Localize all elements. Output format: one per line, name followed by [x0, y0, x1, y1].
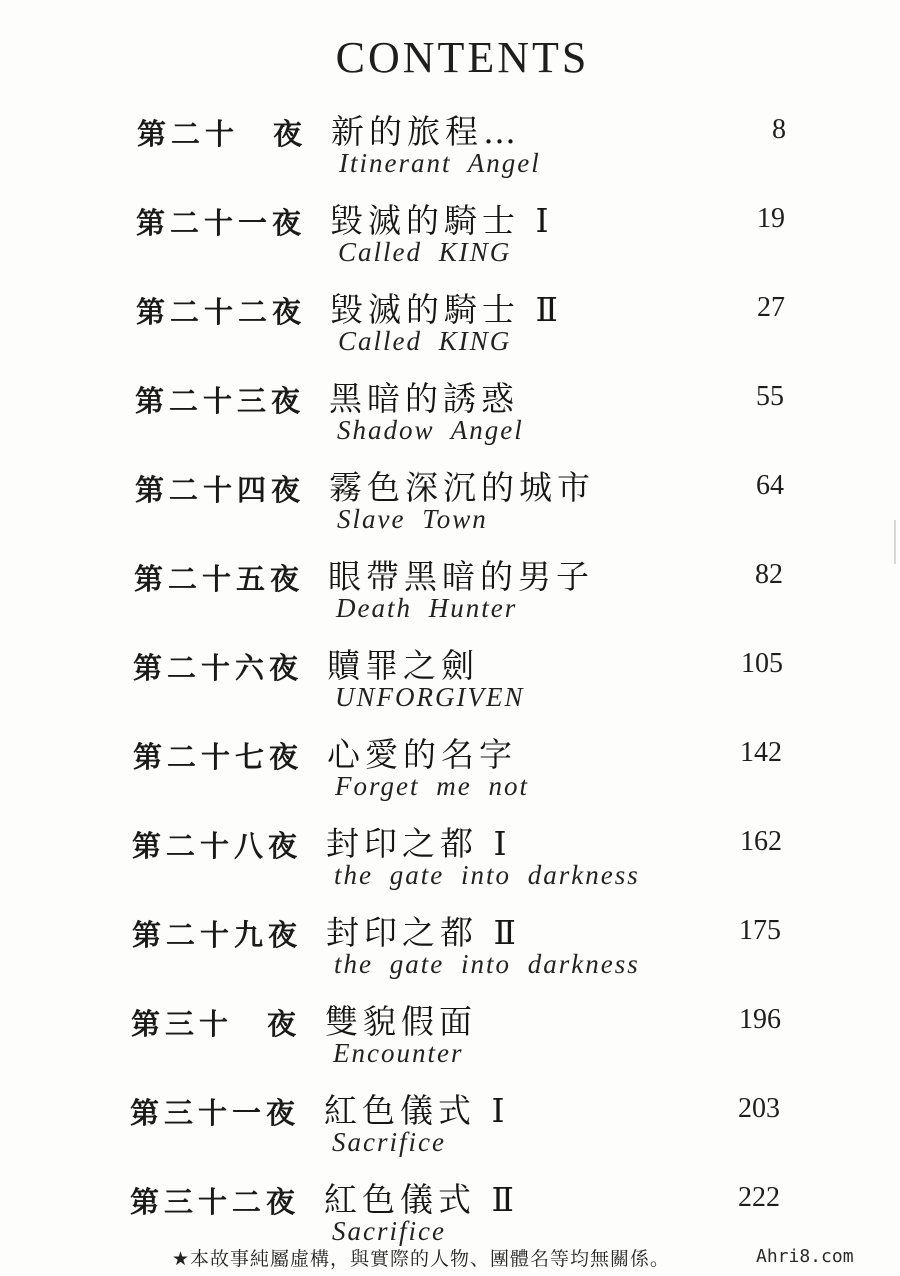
scan-edge-shadow — [894, 520, 896, 564]
chapter-subtitle: the gate into darkness — [334, 860, 640, 890]
site-watermark: Ahri8.com — [756, 1246, 854, 1267]
page-number: 19 — [757, 203, 785, 234]
chapter-subtitle: Slave Town — [337, 504, 488, 534]
chapter-subtitle: UNFORGIVEN — [335, 682, 525, 712]
page-title: CONTENTS — [335, 33, 590, 82]
chapter-title: 眼帶黑暗的男子 — [328, 557, 594, 596]
page-number: 55 — [756, 381, 784, 412]
chapter-subtitle: Called KING — [338, 237, 512, 267]
night-label: 第二十四夜 — [135, 473, 306, 507]
night-label: 第三十一夜 — [130, 1096, 301, 1130]
toc-entry — [0, 195, 900, 284]
night-label: 第二十九夜 — [132, 918, 303, 952]
chapter-title: 黑暗的誘惑 — [329, 379, 519, 418]
chapter-subtitle: Sacrifice — [332, 1127, 446, 1157]
chapter-subtitle: Shadow Angel — [337, 415, 524, 445]
table-of-contents — [0, 106, 900, 1263]
night-label: 第三十 夜 — [131, 1007, 302, 1041]
night-label: 第二十二夜 — [136, 295, 307, 329]
toc-entry — [0, 1085, 900, 1174]
page-number: 8 — [772, 114, 786, 145]
chapter-title: 雙貌假面 — [325, 1002, 477, 1041]
chapter-subtitle: the gate into darkness — [334, 949, 640, 979]
page-number: 64 — [756, 470, 784, 501]
chapter-title: 贖罪之劍 — [327, 646, 479, 685]
chapter-title: 霧色深沉的城市 — [329, 468, 595, 507]
chapter-title: 毀滅的騎士 Ⅰ — [330, 201, 554, 240]
page-number: 175 — [739, 915, 781, 946]
page-number: 222 — [738, 1182, 780, 1213]
chapter-title: 紅色儀式 Ⅱ — [324, 1180, 519, 1219]
page-number: 196 — [739, 1004, 781, 1035]
page-number: 142 — [740, 737, 782, 768]
night-label: 第二十六夜 — [133, 651, 304, 685]
toc-entry — [0, 996, 900, 1085]
page-number: 203 — [738, 1093, 780, 1124]
chapter-title: 封印之都 Ⅱ — [326, 913, 521, 952]
toc-entry — [0, 462, 900, 551]
night-label: 第二十八夜 — [132, 829, 303, 863]
chapter-title: 封印之都 Ⅰ — [326, 824, 512, 863]
page-number: 162 — [740, 826, 782, 857]
chapter-subtitle: Itinerant Angel — [339, 148, 541, 178]
toc-entry — [0, 373, 900, 462]
chapter-title: 紅色儀式 Ⅰ — [324, 1091, 510, 1130]
chapter-subtitle: Death Hunter — [336, 593, 518, 623]
toc-entry — [0, 640, 900, 729]
page-number: 82 — [755, 559, 783, 590]
night-label: 第二十五夜 — [134, 562, 305, 596]
toc-entry — [0, 907, 900, 996]
chapter-title: 毀滅的騎士 Ⅱ — [330, 290, 563, 329]
toc-entry — [0, 284, 900, 373]
chapter-title: 心愛的名字 — [327, 735, 517, 774]
night-label: 第二十一夜 — [136, 206, 307, 240]
night-label: 第二十三夜 — [135, 384, 306, 418]
page-number: 27 — [757, 292, 785, 323]
chapter-title: 新的旅程… — [331, 112, 521, 151]
night-label: 第二十 夜 — [137, 117, 308, 151]
chapter-subtitle: Sacrifice — [332, 1216, 446, 1246]
disclaimer-footnote: ★本故事純屬虛構，與實際的人物、團體名等均無關係。 — [172, 1248, 671, 1270]
toc-entry — [0, 818, 900, 907]
chapter-subtitle: Encounter — [333, 1038, 464, 1068]
chapter-subtitle: Called KING — [338, 326, 512, 356]
night-label: 第三十二夜 — [130, 1185, 301, 1219]
toc-entry — [0, 106, 900, 195]
chapter-subtitle: Forget me not — [335, 771, 529, 801]
toc-entry — [0, 551, 900, 640]
page-number: 105 — [741, 648, 783, 679]
toc-entry — [0, 729, 900, 818]
night-label: 第二十七夜 — [133, 740, 304, 774]
